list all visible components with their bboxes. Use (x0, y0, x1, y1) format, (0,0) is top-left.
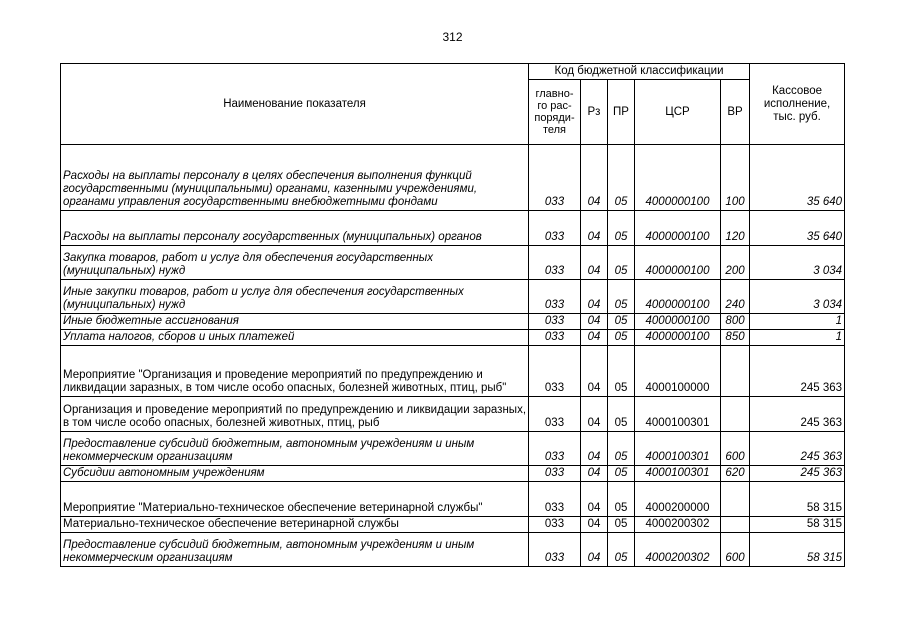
cell-amount: 245 363 (750, 466, 845, 482)
cell-pr: 05 (608, 314, 635, 330)
cell-vr: 620 (721, 466, 750, 482)
cell-name: Уплата налогов, сборов и иных платежей (61, 330, 529, 346)
cell-csr: 4000100301 (635, 466, 721, 482)
cell-rz: 04 (581, 211, 608, 246)
cell-name: Предоставление субсидий бюджетным, автономным учреждениям и иным некоммерческим организациям (61, 533, 529, 567)
header-glav: главно-го рас-поряди-теля (529, 80, 581, 145)
cell-vr: 800 (721, 314, 750, 330)
header-classification-group: Код бюджетной классификации (529, 64, 750, 80)
table-row (61, 330, 845, 346)
cell-amount: 58 315 (750, 482, 845, 517)
table-row (61, 314, 845, 330)
header-name: Наименование показателя (61, 64, 529, 145)
cell-csr: 4000000100 (635, 314, 721, 330)
table-row (61, 533, 845, 567)
cell-csr: 4000000100 (635, 280, 721, 314)
cell-vr: 850 (721, 330, 750, 346)
cell-amount: 1 (750, 314, 845, 330)
cell-vr: 200 (721, 246, 750, 280)
header-pr: ПР (608, 80, 635, 145)
cell-amount: 245 363 (750, 432, 845, 466)
cell-amount: 245 363 (750, 397, 845, 432)
cell-vr (721, 517, 750, 533)
cell-pr: 05 (608, 346, 635, 397)
cell-pr: 05 (608, 533, 635, 567)
cell-glav: 033 (529, 346, 581, 397)
cell-amount: 3 034 (750, 246, 845, 280)
cell-rz: 04 (581, 533, 608, 567)
cell-rz: 04 (581, 432, 608, 466)
cell-amount: 58 315 (750, 517, 845, 533)
cell-glav: 033 (529, 432, 581, 466)
cell-rz: 04 (581, 246, 608, 280)
cell-name: Субсидии автономным учреждениям (61, 466, 529, 482)
cell-vr (721, 397, 750, 432)
cell-csr: 4000100000 (635, 346, 721, 397)
cell-csr: 4000100301 (635, 432, 721, 466)
cell-vr (721, 482, 750, 517)
cell-name: Расходы на выплаты персоналу государственных (муниципальных) органов (61, 211, 529, 246)
cell-amount: 1 (750, 330, 845, 346)
cell-pr: 05 (608, 397, 635, 432)
cell-vr: 600 (721, 533, 750, 567)
cell-name: Мероприятие "Организация и проведение мероприятий по предупреждению и ликвидации заразных, в том числе особо опасных, болезней животных, птиц, рыб" (61, 346, 529, 397)
table-row (61, 397, 845, 432)
cell-rz: 04 (581, 466, 608, 482)
table-row (61, 432, 845, 466)
cell-csr: 4000000100 (635, 145, 721, 211)
cell-rz: 04 (581, 280, 608, 314)
cell-glav: 033 (529, 397, 581, 432)
header-csr: ЦСР (635, 80, 721, 145)
cell-pr: 05 (608, 466, 635, 482)
cell-csr: 4000000100 (635, 211, 721, 246)
page-number: 312 (442, 30, 463, 44)
cell-pr: 05 (608, 280, 635, 314)
cell-glav: 033 (529, 145, 581, 211)
cell-pr: 05 (608, 432, 635, 466)
cell-name: Иные закупки товаров, работ и услуг для обеспечения государственных (муниципальных) нужд (61, 280, 529, 314)
cell-pr: 05 (608, 211, 635, 246)
cell-amount: 58 315 (750, 533, 845, 567)
cell-pr: 05 (608, 482, 635, 517)
cell-csr: 4000000100 (635, 330, 721, 346)
header-amount: Кассовое исполнение, тыс. руб. (750, 64, 845, 145)
cell-rz: 04 (581, 330, 608, 346)
cell-name: Иные бюджетные ассигнования (61, 314, 529, 330)
cell-pr: 05 (608, 246, 635, 280)
cell-name: Предоставление субсидий бюджетным, автономным учреждениям и иным некоммерческим организациям (61, 432, 529, 466)
cell-rz: 04 (581, 346, 608, 397)
cell-glav: 033 (529, 533, 581, 567)
cell-pr: 05 (608, 145, 635, 211)
cell-glav: 033 (529, 280, 581, 314)
table-row (61, 482, 845, 517)
cell-rz: 04 (581, 482, 608, 517)
cell-amount: 245 363 (750, 346, 845, 397)
cell-name: Закупка товаров, работ и услуг для обеспечения государственных (муниципальных) нужд (61, 246, 529, 280)
cell-name: Материально-техническое обеспечение ветеринарной службы (61, 517, 529, 533)
table-row (61, 246, 845, 280)
cell-csr: 4000200302 (635, 533, 721, 567)
cell-glav: 033 (529, 330, 581, 346)
cell-vr (721, 346, 750, 397)
cell-vr: 120 (721, 211, 750, 246)
cell-glav: 033 (529, 314, 581, 330)
cell-csr: 4000100301 (635, 397, 721, 432)
header-rz: Рз (581, 80, 608, 145)
cell-vr: 100 (721, 145, 750, 211)
cell-amount: 3 034 (750, 280, 845, 314)
table-row (61, 346, 845, 397)
table-row (61, 211, 845, 246)
budget-table (60, 63, 845, 567)
cell-rz: 04 (581, 314, 608, 330)
header-vr: ВР (721, 80, 750, 145)
cell-name: Мероприятие "Материально-техническое обеспечение ветеринарной службы" (61, 482, 529, 517)
table-row (61, 466, 845, 482)
cell-amount: 35 640 (750, 211, 845, 246)
table-row (61, 280, 845, 314)
table-row (61, 517, 845, 533)
cell-csr: 4000000100 (635, 246, 721, 280)
cell-glav: 033 (529, 246, 581, 280)
cell-csr: 4000200302 (635, 517, 721, 533)
cell-vr: 600 (721, 432, 750, 466)
cell-rz: 04 (581, 145, 608, 211)
cell-amount: 35 640 (750, 145, 845, 211)
cell-glav: 033 (529, 211, 581, 246)
cell-pr: 05 (608, 517, 635, 533)
cell-rz: 04 (581, 517, 608, 533)
cell-glav: 033 (529, 517, 581, 533)
cell-name: Расходы на выплаты персоналу в целях обеспечения выполнения функций государственными (муниципальными) органами, казенными учреждениями, органами управления государственными внебюджетными фондами (61, 145, 529, 211)
cell-rz: 04 (581, 397, 608, 432)
table-row (61, 145, 845, 211)
cell-csr: 4000200000 (635, 482, 721, 517)
cell-glav: 033 (529, 466, 581, 482)
cell-vr: 240 (721, 280, 750, 314)
cell-pr: 05 (608, 330, 635, 346)
cell-name: Организация и проведение мероприятий по предупреждению и ликвидации заразных, в том числе особо опасных, болезней животных, птиц, рыб (61, 397, 529, 432)
cell-glav: 033 (529, 482, 581, 517)
